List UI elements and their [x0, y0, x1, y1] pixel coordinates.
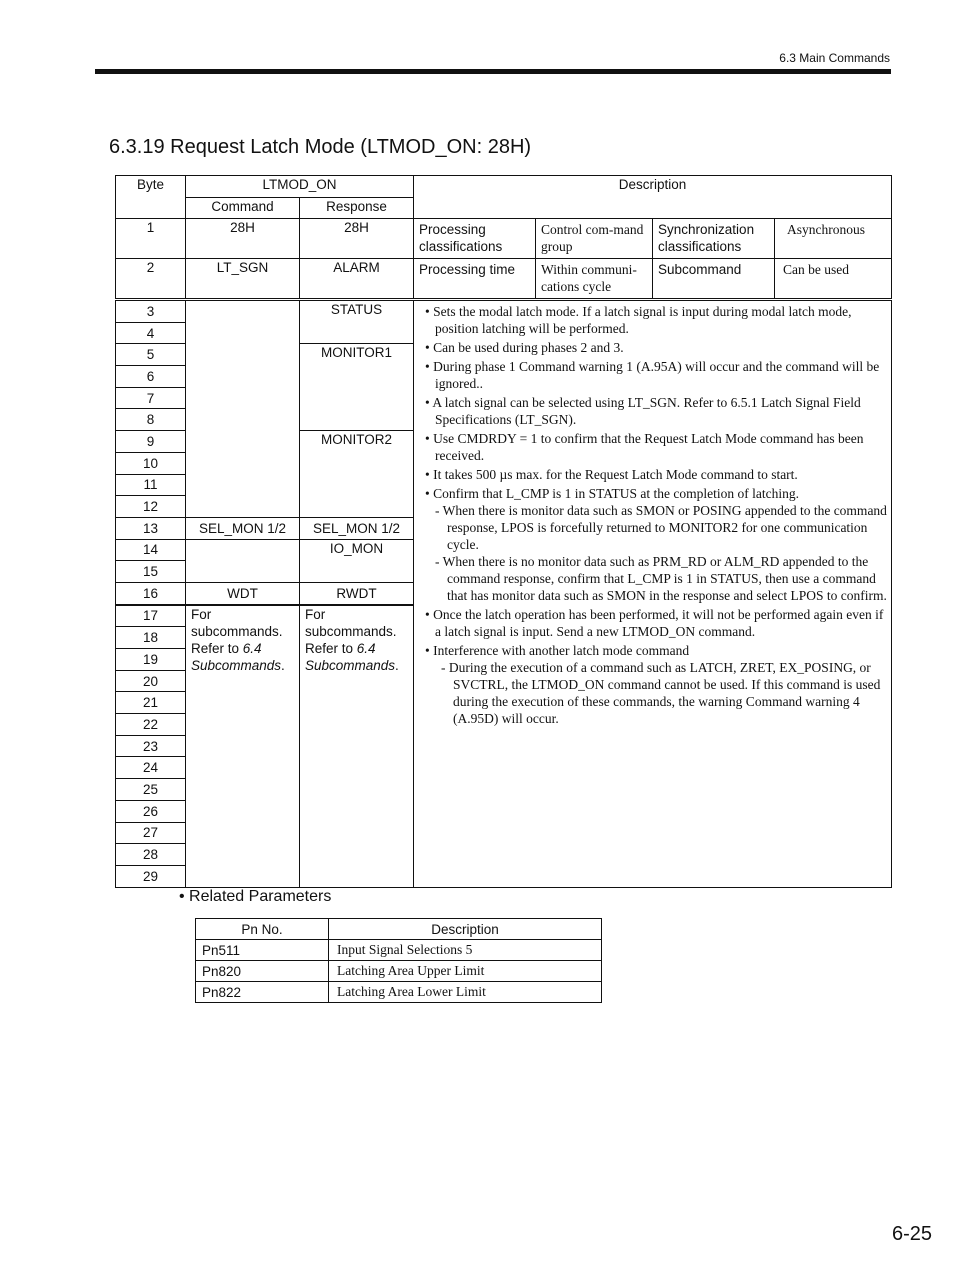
byte-cell: 2 — [116, 259, 186, 299]
byte-cell: 12 — [116, 496, 186, 518]
command-wdt-cell: WDT — [186, 582, 300, 604]
header-byte: Byte — [116, 176, 186, 219]
response-monitor1-cell: MONITOR1 — [300, 344, 414, 431]
header-response: Response — [300, 198, 414, 219]
command-cell: 28H — [186, 219, 300, 259]
desc-subitem: - When there is monitor data such as SMON or POSING appended to the command response, LPOS is forcefully returned to MONITOR2 for one communication cycle. — [435, 503, 887, 552]
desc-item: • A latch signal can be selected using LT_SGN. Refer to 6.5.1 Latch Signal Field Specifications (LT_SGN). — [425, 395, 861, 427]
byte-cell: 19 — [116, 649, 186, 671]
desc-item: • It takes 500 µs max. for the Request Latch Mode command to start. — [425, 467, 798, 482]
byte-cell: 16 — [116, 582, 186, 604]
param-description: Input Signal Selections 5 — [329, 940, 602, 961]
byte-cell: 8 — [116, 409, 186, 431]
byte-cell: 4 — [116, 322, 186, 344]
desc-item: • Interference with another latch mode command — [425, 643, 690, 658]
desc-item: • Confirm that L_CMP is 1 in STATUS at the completion of latching. — [425, 486, 800, 501]
byte-cell: 17 — [116, 605, 186, 627]
desc-subitem: - When there is no monitor data such as PRM_RD or ALM_RD appended to the command response, confirm that L_CMP is 1 in STATUS, then use a command that has monitor data such as SMON in the response and select LPOS to confirm. — [435, 554, 887, 603]
response-monitor2-cell: MONITOR2 — [300, 431, 414, 518]
response-selmon-cell: SEL_MON 1/2 — [300, 517, 414, 539]
command-reserved-cell — [186, 539, 300, 582]
related-parameters-heading: • Related Parameters — [179, 888, 332, 905]
response-status-cell: STATUS — [300, 301, 414, 344]
param-description: Latching Area Upper Limit — [329, 961, 602, 982]
processing-classifications-label: Processing classifications — [414, 219, 536, 259]
desc-item: • Can be used during phases 2 and 3. — [425, 340, 624, 355]
subcommand-note-end: . — [395, 657, 399, 673]
section-title: 6.3.19 Request Latch Mode (LTMOD_ON: 28H) — [109, 136, 532, 158]
param-number: Pn822 — [196, 982, 329, 1003]
desc-subitem: - During the execution of a command such as LATCH, ZRET, EX_POSING, or SVCTRL, the LTMOD_ON command cannot be used. If this command is used during the execution of these commands, the warning Command warning 4 (A.95D) will occur. — [441, 660, 881, 726]
byte-cell: 10 — [116, 452, 186, 474]
byte-cell: 29 — [116, 865, 186, 887]
param-description: Latching Area Lower Limit — [329, 982, 602, 1003]
synchronization-classifications-value: Asynchronous — [775, 219, 892, 259]
subcommand-ref: 6.4 Subcommands — [191, 640, 282, 673]
header-ltmod-on: LTMOD_ON — [186, 176, 414, 198]
response-subcommand-cell — [300, 605, 414, 887]
byte-cell: 27 — [116, 822, 186, 844]
byte-cell: 23 — [116, 735, 186, 757]
response-iomon-cell: IO_MON — [300, 539, 414, 582]
byte-cell: 6 — [116, 366, 186, 388]
desc-item: • Once the latch operation has been performed, it will not be performed again even if a latch signal is input. Send a new LTMOD_ON command. — [425, 607, 884, 639]
byte-cell: 22 — [116, 714, 186, 736]
desc-item: • Use CMDRDY = 1 to confirm that the Request Latch Mode command has been received. — [425, 431, 864, 463]
page-number: 6-25 — [891, 1223, 932, 1245]
response-cell: ALARM — [300, 259, 414, 299]
byte-cell: 20 — [116, 670, 186, 692]
subcommand-note: For subcommands. Refer to — [191, 606, 283, 656]
command-cell: LT_SGN — [186, 259, 300, 299]
byte-cell: 7 — [116, 387, 186, 409]
related-parameters-table — [195, 918, 602, 1003]
byte-cell: 5 — [116, 344, 186, 366]
processing-time-value: Within communi-cations cycle — [536, 259, 653, 299]
header-rule — [95, 69, 891, 74]
byte-cell: 21 — [116, 692, 186, 714]
header-command: Command — [186, 198, 300, 219]
byte-cell: 9 — [116, 431, 186, 453]
subcommand-label: Subcommand — [653, 259, 775, 299]
running-header: 6.3 Main Commands — [779, 51, 890, 65]
subcommand-value: Can be used — [775, 259, 892, 299]
response-rwdt-cell: RWDT — [300, 582, 414, 604]
command-subcommand-cell — [186, 605, 300, 887]
subcommand-ref: 6.4 Subcommands — [305, 640, 396, 673]
byte-cell: 14 — [116, 539, 186, 561]
processing-time-label: Processing time — [414, 259, 536, 299]
subcommand-note-end: . — [281, 657, 285, 673]
byte-cell: 3 — [116, 301, 186, 323]
processing-classifications-value: Control com-mand group — [536, 219, 653, 259]
description-cell — [414, 301, 892, 888]
desc-item: • Sets the modal latch mode. If a latch signal is input during modal latch mode, position latching will be performed. — [425, 304, 852, 336]
byte-cell: 11 — [116, 474, 186, 496]
param-number: Pn511 — [196, 940, 329, 961]
response-cell: 28H — [300, 219, 414, 259]
ltmod-on-table — [115, 175, 892, 888]
byte-cell: 18 — [116, 627, 186, 649]
synchronization-classifications-label: Synchronization classifications — [653, 219, 775, 259]
byte-cell: 15 — [116, 561, 186, 583]
command-reserved-cell — [186, 301, 300, 518]
byte-cell: 24 — [116, 757, 186, 779]
byte-cell: 25 — [116, 779, 186, 801]
header-description: Description — [414, 176, 892, 219]
desc-item: • During phase 1 Command warning 1 (A.95A) will occur and the command will be ignored.. — [425, 359, 880, 391]
param-number: Pn820 — [196, 961, 329, 982]
byte-cell: 28 — [116, 844, 186, 866]
command-selmon-cell: SEL_MON 1/2 — [186, 517, 300, 539]
byte-cell: 1 — [116, 219, 186, 259]
params-header-description: Description — [329, 919, 602, 940]
subcommand-note: For subcommands. Refer to — [305, 606, 397, 656]
byte-cell: 13 — [116, 517, 186, 539]
params-header-no: Pn No. — [196, 919, 329, 940]
byte-cell: 26 — [116, 800, 186, 822]
